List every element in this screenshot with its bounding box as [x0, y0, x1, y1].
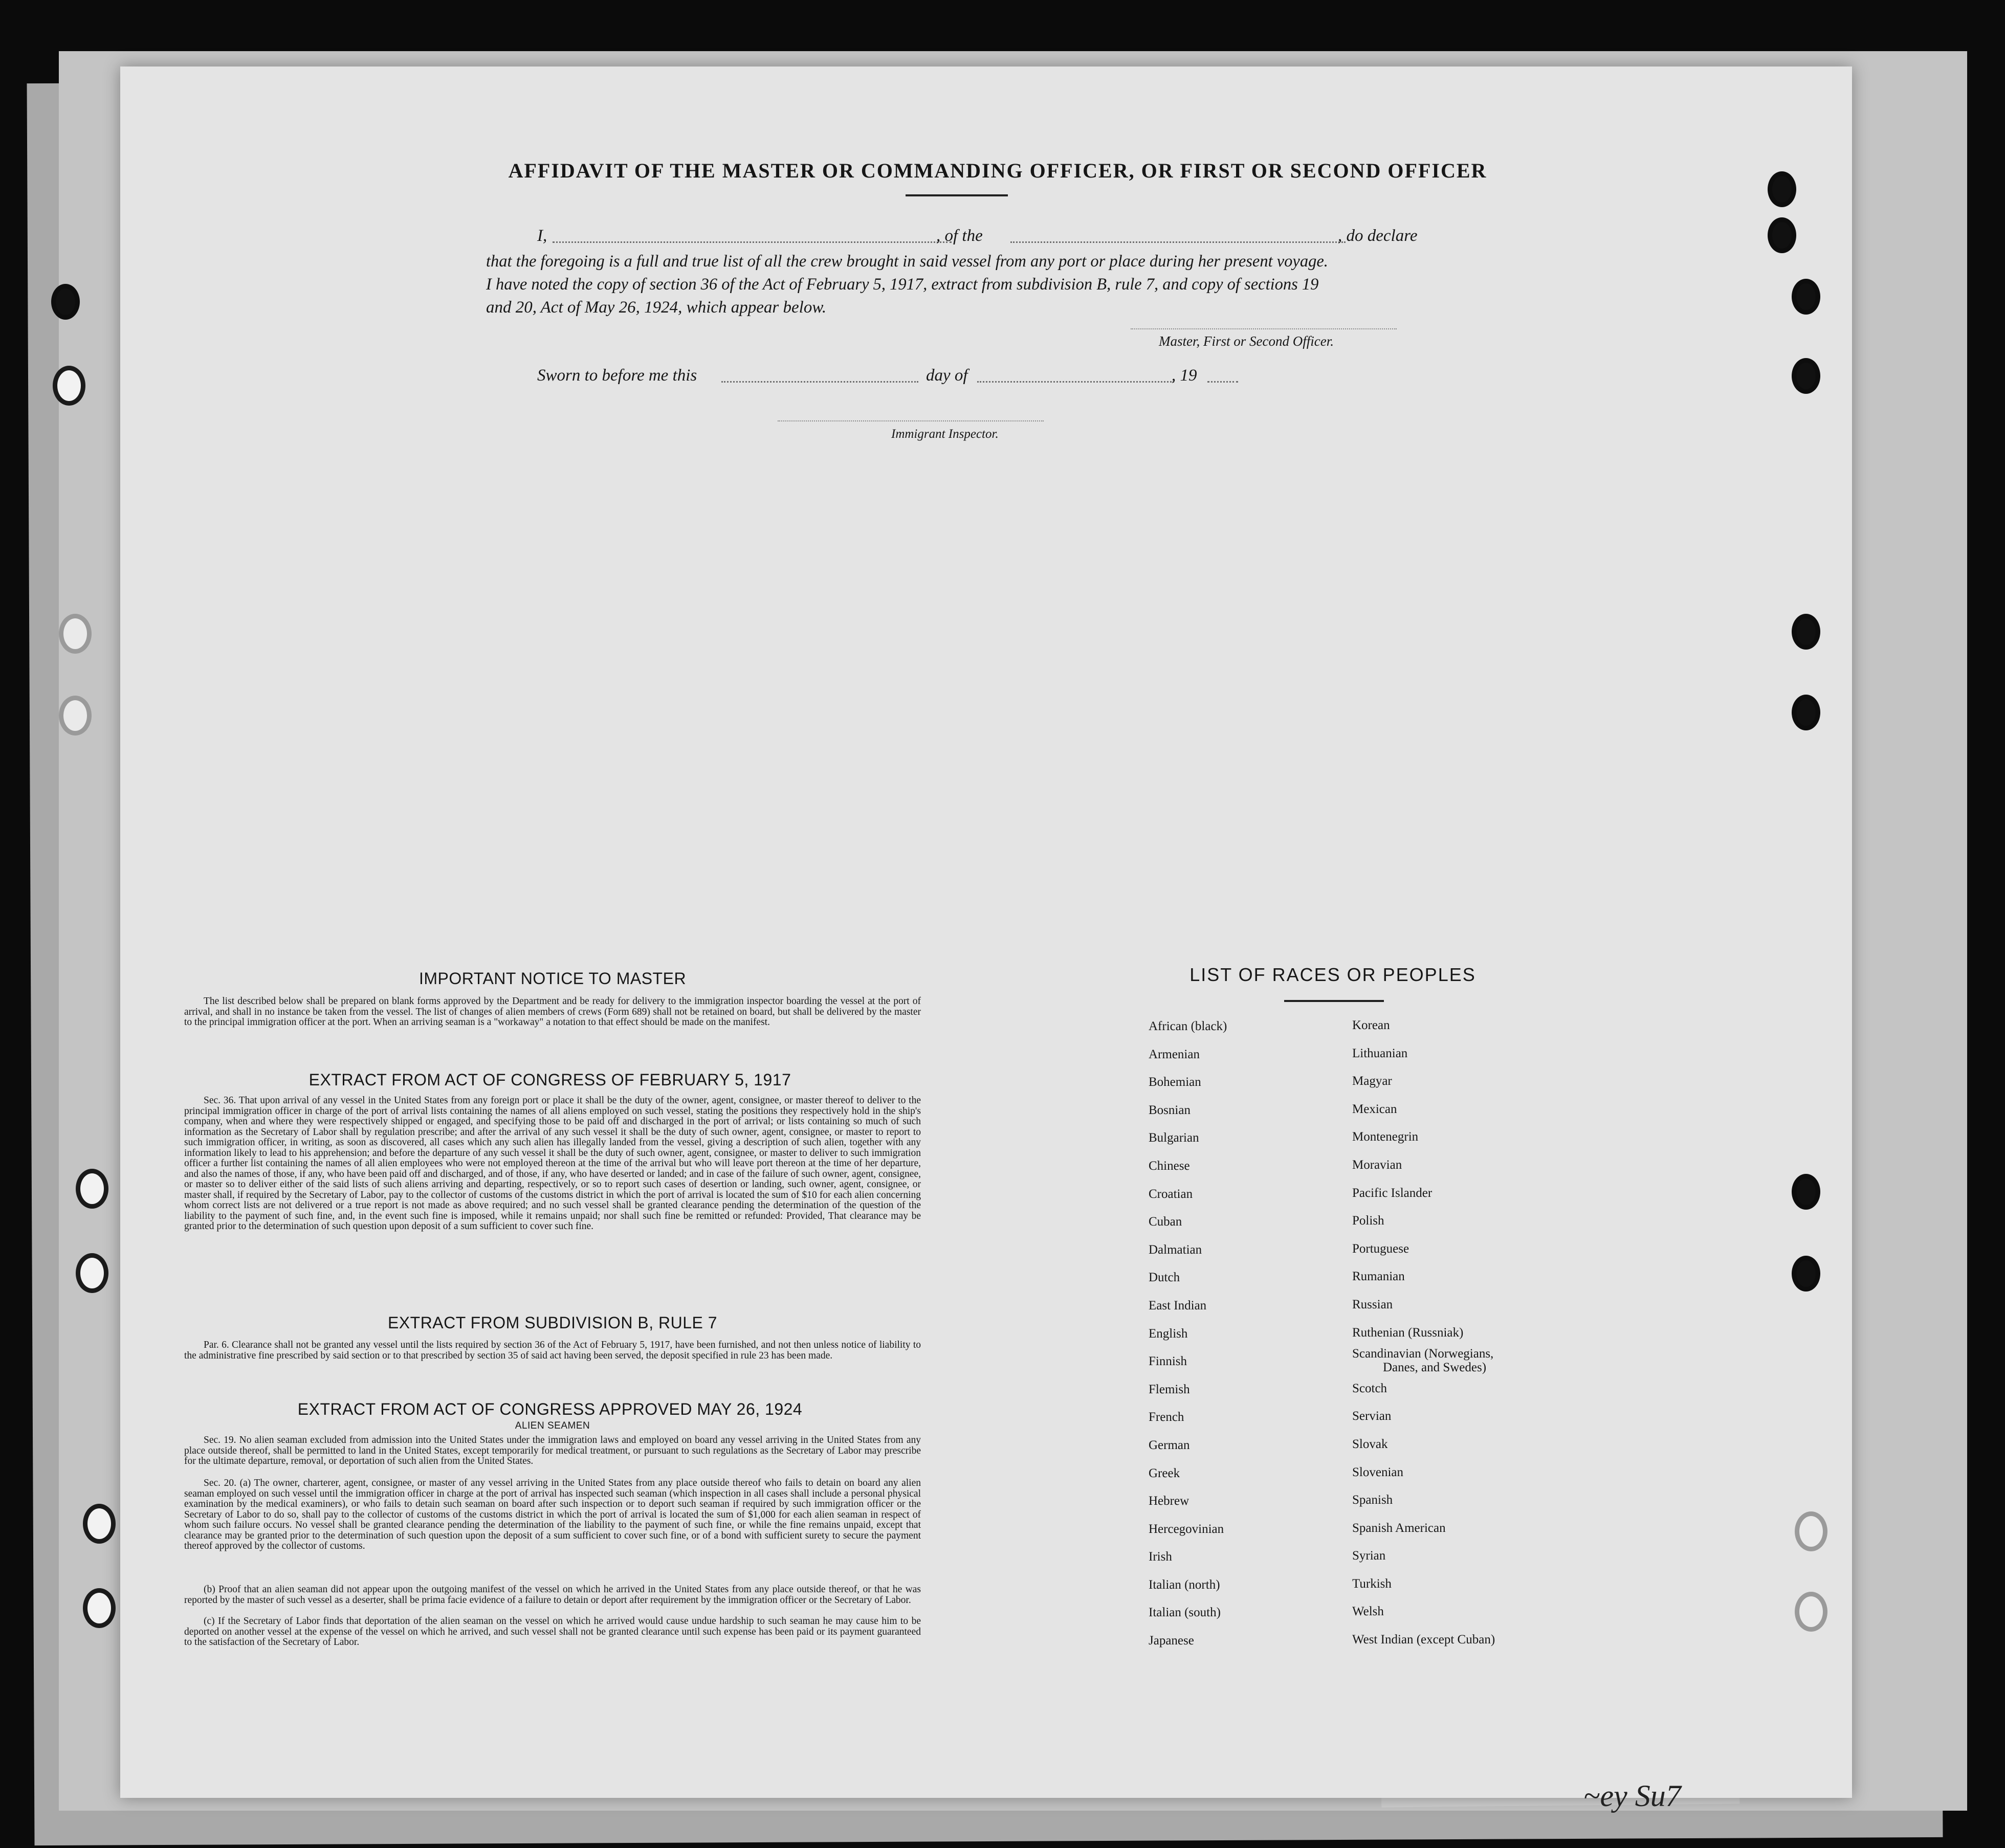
race-item: Spanish: [1352, 1493, 1393, 1507]
race-item: Montenegrin: [1352, 1130, 1419, 1144]
sec-20a-text: Sec. 20. (a) The owner, charterer, agent, consignee, or master of any vessel arriving in the United States from any place outside thereof who fails to detain on board any alien seaman employed on such vessel until the immigration officer in charge at the port of arrival has inspected such seaman (which inspection in all cases shall include a personal physical examination by the medical examiners), or who fails to detain such seaman on board after such inspection or to deport such seaman if required by such immigration officer or the Secretary of Labor to do so, shall pay to the collector of customs of the customs district in which the port of arrival is located the sum of $1,000 for each alien seaman in respect of whom such failure occurs. No vessel shall be granted clearance pending the determination of the liability to the payment of such fine, or while the fine remains unpaid, except that clearance may be granted prior to the determination of such question upon the deposit of a sum sufficient to cover such fine, or of a bond with sufficient surety to secure the payment thereof approved by the collector of customs.: [184, 1478, 921, 1551]
inspector-signature-blank[interactable]: [778, 420, 1044, 421]
binder-hole-icon: [83, 1588, 116, 1628]
race-item: Welsh: [1352, 1605, 1384, 1619]
race-item: Turkish: [1352, 1576, 1392, 1591]
race-item: Ruthenian (Russniak): [1352, 1325, 1464, 1340]
race-item: Dalmatian: [1149, 1242, 1202, 1257]
of-the-label: , of the: [936, 227, 983, 245]
binder-hole-icon: [59, 614, 92, 654]
races-title: LIST OF RACES OR PEOPLES: [1189, 964, 1476, 985]
race-item: Servian: [1352, 1409, 1392, 1423]
race-item: English: [1149, 1326, 1188, 1341]
binder-hole-icon: [59, 696, 92, 736]
race-item: West Indian (except Cuban): [1352, 1633, 1495, 1647]
binder-hole-icon: [51, 284, 80, 320]
race-item: Irish: [1149, 1550, 1172, 1564]
race-item: Italian (south): [1149, 1606, 1221, 1620]
notice-text: The list described below shall be prepared on blank forms approved by the Department and be ready for delivery to the immigration inspector boarding the vessel at the port of arrival, and shall in no instance be taken from the vessel. The list of changes of alien members of crews (Form 689) shall not be retained on board, but shall be delivered by the master to the principal immigration officer at the port. When an arriving seaman is a "workaway" a notation to that effect should be made on the manifest.: [184, 996, 921, 1028]
race-item: Magyar: [1352, 1074, 1392, 1088]
races-right-column: [1352, 1012, 1495, 1654]
extract-1917-text: Sec. 36. That upon arrival of any vessel in the United States from any foreign port or place it shall be the duty of the owner, agent, consignee, or master thereof to deliver to the principal immigration officer in charge of the port of arrival lists containing the names of all aliens employed on such vessel, stating the positions they respectively hold in the ship's company, when and where they were respectively shipped or engaged, and specifying those to be paid off and discharged in the port of arrival; or lists containing so much of such information as the Secretary of Labor shall by regulation prescribe; and after the arrival of any such vessel it shall be the duty of such owner, agent, consignee, or master to report to such immigration officer, in writing, as soon as discovered, all cases which any such alien has illegally landed from the vessel, giving a description of such alien, together with any information likely to lead to his apprehension; and before the departure of any such vessel it shall be the duty of such owner, agent, consignee, or master to deliver to such immigration officer a further list containing the names of all alien employees who were not employed thereon at the time of the arrival but who will leave port thereon at the time of her departure, and also the names of those, if any, who have been paid off and discharged, and of those, if any, who have deserted or landed; and in case of the failure of such owner, agent, consignee, or master so to deliver either of the said lists of such aliens arriving and departing, respectively, or so to report such cases of desertion or landing, such owner, agent, consignee, or master shall, if required by the Secretary of Labor, pay to the collector of customs of the customs district in which the port of arrival is located the sum of $10 for each alien concerning whom correct lists are not delivered or a true report is not made as above required; and no such vessel shall be granted clearance pending the determination of the question of the liability to the payment of such fine, and, in the event such fine is imposed, while it remains unpaid; nor shall such fine be remitted or refunded: Provided, That clearance may be granted prior to the determination of such question upon deposit of a sum sufficient to cover such fine.: [184, 1095, 921, 1232]
binder-hole-icon: [1792, 695, 1820, 730]
sworn-year-blank[interactable]: [1207, 381, 1238, 383]
binder-hole-icon: [1768, 171, 1796, 207]
race-item: Korean: [1352, 1018, 1390, 1032]
race-item: East Indian: [1149, 1298, 1207, 1312]
binder-hole-icon: [1792, 279, 1820, 315]
do-declare-label: , do declare: [1338, 227, 1418, 245]
alien-seamen-subtitle: ALIEN SEAMEN: [515, 1420, 590, 1431]
inspector-label: Immigrant Inspector.: [891, 427, 999, 441]
extract-rule7-text: Par. 6. Clearance shall not be granted any vessel until the lists required by section 36 of the Act of February 5, 1917, have been furnished, and not then unless notice of liability to the administrative fine prescribed by said section or to that prescribed by section 35 of said act having been served, the deposit specified in rule 23 has been made.: [184, 1340, 921, 1361]
race-item: Slovak: [1352, 1437, 1388, 1451]
race-item: Russian: [1352, 1297, 1393, 1311]
year-label: , 19: [1172, 366, 1197, 385]
race-item: Portuguese: [1352, 1241, 1409, 1256]
binder-hole-icon: [1795, 1511, 1827, 1551]
race-item: Croatian: [1149, 1187, 1193, 1201]
sworn-label: Sworn to before me this: [537, 366, 697, 385]
vessel-blank[interactable]: [1010, 241, 1346, 243]
binder-hole-icon: [76, 1169, 108, 1209]
i-label: I,: [537, 227, 547, 245]
race-item: African (black): [1149, 1019, 1227, 1033]
race-item-continued: Danes, and Swedes): [1383, 1361, 1487, 1375]
sec-19-text: Sec. 19. No alien seaman excluded from admission into the United States under the immigration laws and employed on board any vessel arriving in the United States from any place outside thereof, shall be permitted to land in the United States, except temporarily for medical treatment, or pursuant to such regulations as the Secretary of Labor may prescribe for the ultimate departure, removal, or deportation of such alien from the United States.: [184, 1435, 921, 1466]
binder-hole-icon: [1792, 614, 1820, 650]
handwritten-mark: ~ey Su7: [1583, 1779, 1681, 1813]
race-item: Chinese: [1149, 1159, 1190, 1173]
master-signature-label: Master, First or Second Officer.: [1159, 333, 1334, 349]
race-item: Cuban: [1149, 1215, 1182, 1229]
race-item: Flemish: [1149, 1382, 1190, 1396]
race-item: Bulgarian: [1149, 1131, 1199, 1145]
extract-1924-title: EXTRACT FROM ACT OF CONGRESS APPROVED MAY 26, 1924: [297, 1400, 803, 1418]
affidavit-line-3: I have noted the copy of section 36 of the Act of February 5, 1917, extract from subdivision B, rule 7, and copy of sections 19: [486, 275, 1319, 294]
extract-1917-title: EXTRACT FROM ACT OF CONGRESS OF FEBRUARY 5, 1917: [309, 1071, 791, 1089]
race-item: Bosnian: [1149, 1103, 1191, 1117]
sec-20b-text: (b) Proof that an alien seaman did not appear upon the outgoing manifest of the vessel on which he arrived in the United States from any place outside thereof, or that he was reported by the master of such vessel as a deserter, shall be prima facie evidence of a failure to detain or deport after requirement by the immigration officer or the Secretary of Labor.: [184, 1584, 921, 1606]
race-item: Slovenian: [1352, 1465, 1403, 1479]
binder-hole-icon: [1792, 1174, 1820, 1210]
race-item: French: [1149, 1410, 1184, 1424]
races-left-column: [1149, 1013, 1227, 1655]
affidavit-line-4: and 20, Act of May 26, 1924, which appear below.: [486, 298, 827, 317]
race-item: Scandinavian (Norwegians,: [1352, 1347, 1494, 1361]
name-blank[interactable]: [553, 241, 952, 243]
race-item: Polish: [1352, 1214, 1384, 1228]
binder-hole-icon: [76, 1253, 108, 1293]
affidavit-line-2: that the foregoing is a full and true list of all the crew brought in said vessel from any port or place during her present voyage.: [486, 252, 1328, 271]
day-of-label: day of: [926, 366, 968, 385]
binder-hole-icon: [1792, 1256, 1820, 1292]
race-item: Pacific Islander: [1352, 1186, 1433, 1200]
race-item: Scotch: [1352, 1381, 1387, 1395]
notice-title: IMPORTANT NOTICE TO MASTER: [418, 969, 687, 988]
races-rule: [1284, 1000, 1384, 1002]
sworn-day-blank[interactable]: [721, 381, 918, 383]
binder-hole-icon: [83, 1504, 116, 1544]
race-item: Dutch: [1149, 1271, 1180, 1285]
race-item: Japanese: [1149, 1634, 1194, 1648]
race-item: German: [1149, 1438, 1190, 1452]
affidavit-title: AFFIDAVIT OF THE MASTER OR COMMANDING OFFICER, OR FIRST OR SECOND OFFICER: [508, 159, 1487, 182]
binder-hole-icon: [1768, 217, 1796, 253]
race-item: Italian (north): [1149, 1577, 1220, 1592]
binder-hole-icon: [1792, 358, 1820, 394]
master-signature-blank[interactable]: [1131, 328, 1397, 329]
race-item: Rumanian: [1352, 1270, 1405, 1284]
race-item: Bohemian: [1149, 1075, 1201, 1089]
race-item: Moravian: [1352, 1157, 1402, 1172]
title-rule: [906, 194, 1008, 196]
race-item: Greek: [1149, 1466, 1180, 1480]
race-item-scandinavian: [1352, 1347, 1495, 1375]
race-item: Syrian: [1352, 1549, 1386, 1563]
binder-hole-icon: [1795, 1592, 1827, 1632]
race-item: Mexican: [1352, 1102, 1397, 1116]
sec-20c-text: (c) If the Secretary of Labor finds that deportation of the alien seaman on the vessel on which he arrived would cause undue hardship to such seaman he may cause him to be deported on another vessel at the expense of the vessel on which he arrived, and such vessel shall not be granted clearance until such expense has been paid or its payment guaranteed to the satisfaction of the Secretary of Labor.: [184, 1616, 921, 1647]
binder-hole-icon: [53, 366, 85, 406]
race-item: Hercegovinian: [1149, 1522, 1224, 1536]
race-item: Spanish American: [1352, 1521, 1446, 1535]
race-item: Lithuanian: [1352, 1046, 1408, 1060]
extract-rule7-title: EXTRACT FROM SUBDIVISION B, RULE 7: [387, 1313, 718, 1332]
race-item: Armenian: [1149, 1047, 1200, 1061]
race-item: Finnish: [1149, 1354, 1187, 1369]
sworn-month-blank[interactable]: [977, 381, 1174, 383]
race-item: Hebrew: [1149, 1494, 1189, 1508]
